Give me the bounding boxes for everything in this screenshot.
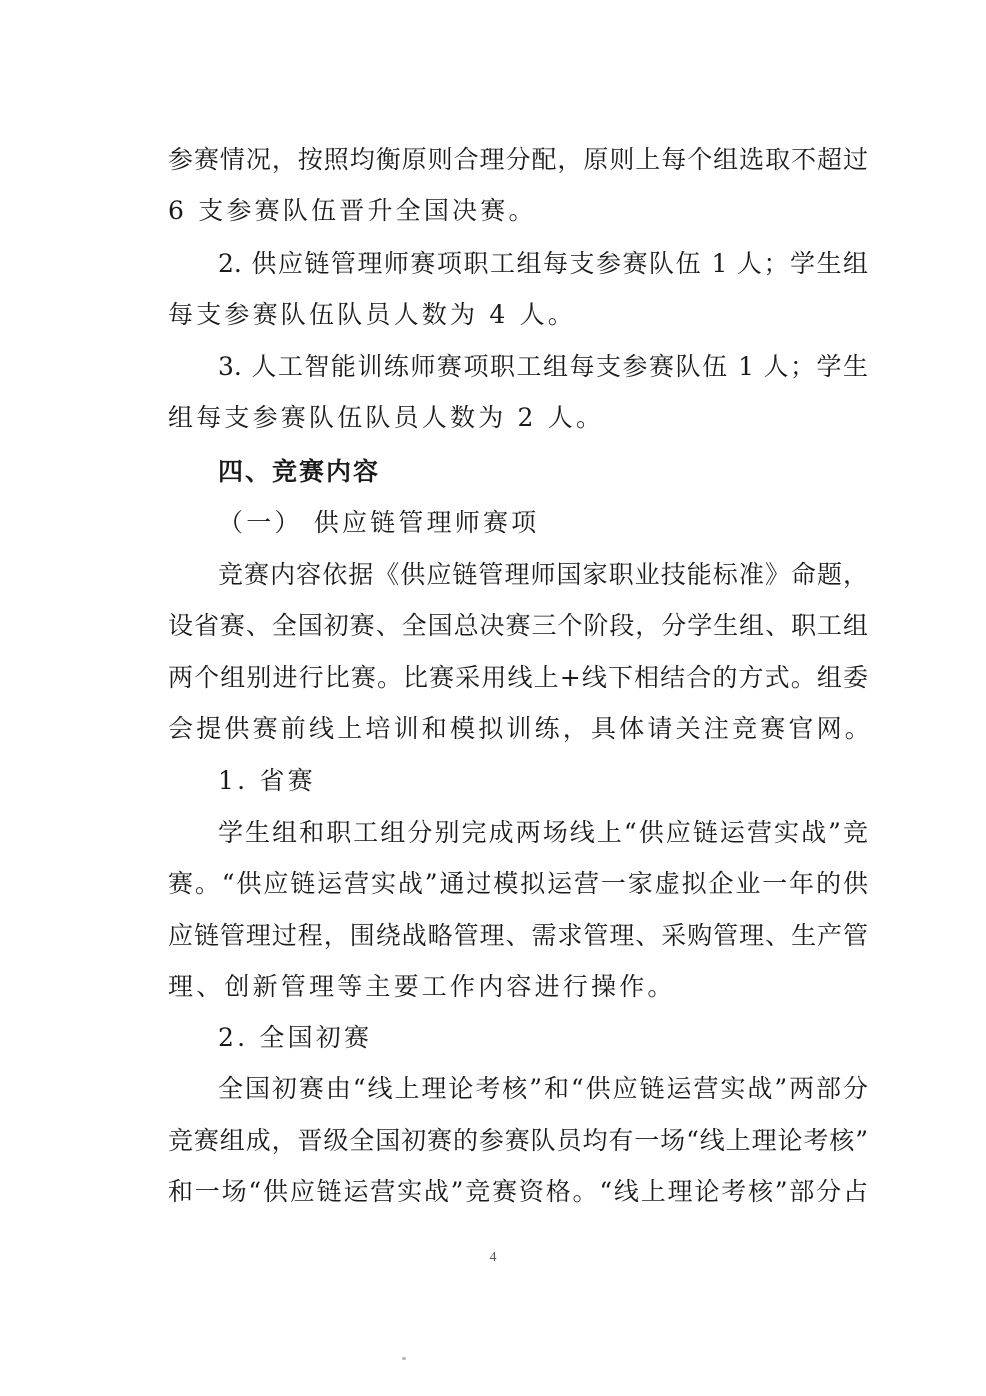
list-item-line: 3. 人工智能训练师赛项职工组每支参赛队伍 1 人；学生: [218, 352, 868, 381]
section-heading: 四、竞赛内容: [218, 457, 381, 486]
paragraph-line: 参赛情况，按照均衡原则合理分配，原则上每个组选取不超过: [168, 145, 868, 174]
paragraph-line: 理、创新管理等主要工作内容进行操作。: [168, 972, 676, 1001]
paragraph-line: 两个组别进行比赛。比赛采用线上+线下相结合的方式。组委: [168, 663, 868, 692]
paragraph-line: 竞赛内容依据《供应链管理师国家职业技能标准》命题，: [218, 560, 868, 589]
paragraph-line: 6 支参赛队伍晋升全国决赛。: [168, 196, 537, 225]
paragraph-line: 每支参赛队伍队员人数为 4 人。: [168, 300, 577, 329]
paragraph-line: 设省赛、全国初赛、全国总决赛三个阶段，分学生组、职工组: [168, 611, 868, 640]
paragraph-line: 应链管理过程，围绕战略管理、需求管理、采购管理、生产管: [168, 921, 868, 950]
list-item-line: 2. 供应链管理师赛项职工组每支参赛队伍 1 人；学生组: [218, 249, 868, 278]
subsection-heading: （一） 供应链管理师赛项: [218, 508, 540, 537]
paragraph-line: 和一场“供应链运营实战”竞赛资格。“线上理论考核”部分占: [168, 1177, 868, 1206]
paragraph-line: 赛。“供应链运营实战”通过模拟运营一家虚拟企业一年的供: [168, 869, 868, 898]
item-heading: 2. 全国初赛: [218, 1023, 373, 1052]
paragraph-line: 学生组和职工组分别完成两场线上“供应链运营实战”竞: [218, 818, 868, 847]
paragraph-line: 全国初赛由“线上理论考核”和“供应链运营实战”两部分: [218, 1074, 869, 1103]
paragraph-line: 会提供赛前线上培训和模拟训练，具体请关注竞赛官网。: [168, 714, 874, 743]
paragraph-line: 组每支参赛队伍队员人数为 2 人。: [168, 403, 605, 432]
paragraph-line: 竞赛组成，晋级全国初赛的参赛队员均有一场“线上理论考核”: [168, 1126, 868, 1155]
item-heading: 1. 省赛: [218, 766, 316, 795]
page-number: 4: [489, 1250, 497, 1265]
scan-speck: [402, 1357, 406, 1360]
